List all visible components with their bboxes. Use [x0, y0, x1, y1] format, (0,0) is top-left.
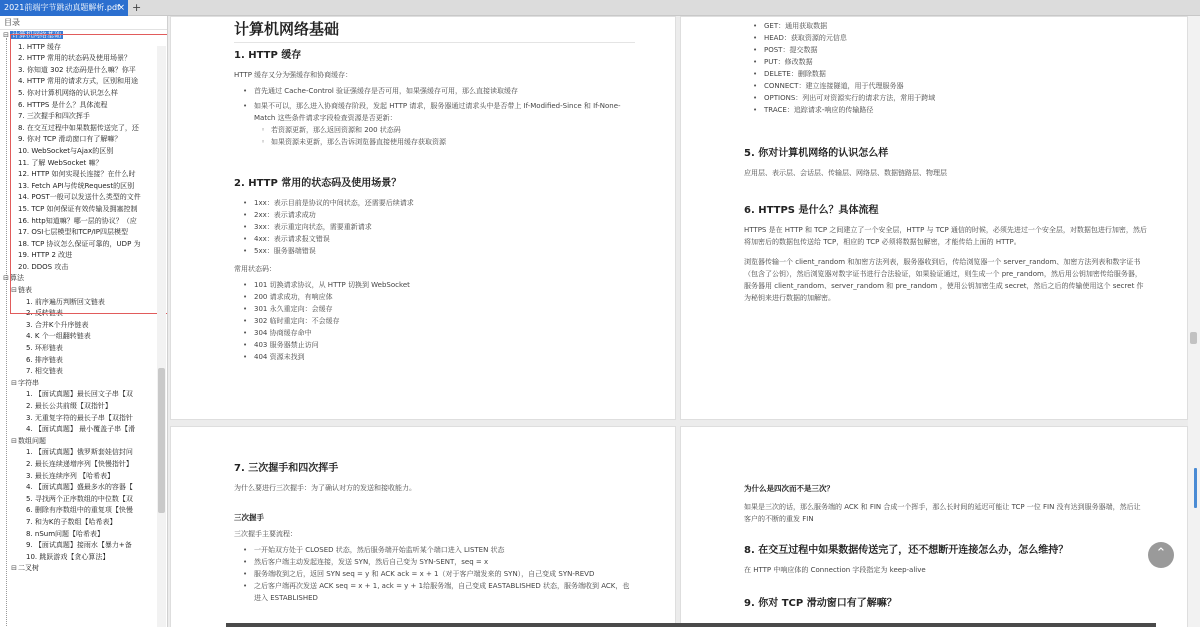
toc-item[interactable]: [0, 331, 167, 343]
list-item: • 1xx：表示目前是协议的中间状态，还需要后续请求: [234, 197, 635, 209]
toc-item-label: 2. 最长连续递增序列【快慢指针】: [26, 459, 133, 468]
list-item: • 服务端收到之后，返回 SYN seq = y 和 ACK ack = x + 1（对于客户端发来的 SYN），自己变成 SYN-REVD: [234, 568, 635, 580]
collapse-toggle-icon[interactable]: ⊟: [11, 436, 17, 445]
section-heading: 6. HTTPS 是什么？具体流程: [744, 205, 879, 216]
toc-item[interactable]: [0, 366, 167, 378]
toc-item[interactable]: [0, 482, 167, 494]
toc-item[interactable]: [0, 181, 167, 193]
toc-item-label: 16. http知道嘛？哪一层的协议？（应: [18, 216, 137, 225]
toc-item[interactable]: [0, 285, 167, 297]
toc-item-label: 11. 了解 WebSocket 嘛？: [18, 158, 103, 167]
toc-item-label: 6. 删除有序数组中的重复项【快慢: [26, 506, 133, 515]
pdf-page: [680, 16, 1188, 420]
document-scrollbar[interactable]: [1188, 16, 1200, 627]
toc-item[interactable]: [0, 88, 167, 100]
toc-item[interactable]: [0, 42, 167, 54]
toc-item-label: 4. K 个一组翻转链表: [26, 332, 91, 341]
toc-item[interactable]: [0, 471, 167, 483]
chevron-up-icon: ⌃: [1155, 546, 1167, 561]
list-item: • GET：通用获取数据: [744, 20, 1147, 32]
list-item: • POST：提交数据: [744, 44, 1147, 56]
toc-item[interactable]: [0, 262, 167, 274]
toc-item-label: 10. WebSocket与Ajax的区别: [18, 146, 114, 155]
toc-item[interactable]: [0, 250, 167, 262]
toc-sidebar: [0, 16, 168, 627]
list-item: • 3xx：表示重定向状态，需要重新请求: [234, 221, 635, 233]
paragraph: 如果是三次的话，那么服务端的 ACK 和 FIN 合成一个挥手，那么长时间的延迟可能让 TCP 一位 FIN 没有达到服务器端，然后让客户的不断的重发 FIN: [744, 503, 1141, 523]
list-item: • 4xx：表示请求报文错误: [234, 233, 635, 245]
list-item: • 之后客户端再次发送 ACK seq = x + 1, ack = y + 1给服务端，自己变成 EASTABLISHED 状态，服务端收到 ACK，也进入 ESTABLISHED: [234, 580, 635, 604]
toc-item[interactable]: [0, 65, 167, 77]
toc-item[interactable]: [0, 563, 167, 575]
toc-item[interactable]: [0, 30, 167, 42]
toc-item-label: 1. 【面试真题】俄罗斯套娃信封问: [26, 448, 133, 457]
new-tab-icon[interactable]: +: [132, 1, 142, 14]
list-item: • 首先通过 Cache-Control 验证强缓存是否可用，如果强缓存可用，那么直接读取缓存: [234, 85, 635, 97]
toc-item[interactable]: [0, 227, 167, 239]
toc-item[interactable]: [0, 494, 167, 506]
toc-item-label: 5. 你对计算机网络的认识怎么样: [18, 88, 118, 97]
paragraph: HTTP 缓存又分为强缓存和协商缓存：: [234, 71, 353, 79]
paragraph: 常用状态码：: [234, 265, 276, 273]
toc-item[interactable]: [0, 540, 167, 552]
list-item: • 101 切换请求协议，从 HTTP 切换到 WebSocket: [234, 279, 635, 291]
section-heading: 2. HTTP 常用的状态码及使用场景？: [234, 178, 402, 189]
section-heading: 9. 你对 TCP 滑动窗口有了解嘛？: [744, 598, 897, 609]
collapse-toggle-icon[interactable]: ⊟: [3, 31, 9, 39]
collapse-toggle-icon[interactable]: ⊟: [11, 378, 17, 387]
toc-item-label: 计算机网络基础: [12, 31, 61, 39]
toc-item[interactable]: [0, 436, 167, 448]
document-tab-title: 2021前端字节跳动真题解析.pdf: [4, 3, 120, 12]
list-item: ◦ 若资源更新，那么返回资源和 200 状态码: [234, 124, 635, 136]
toc-item-label: 12. HTTP 如何实现长连接？在什么时: [18, 170, 136, 179]
section-heading: 5. 你对计算机网络的认识怎么样: [744, 148, 889, 159]
toc-item[interactable]: [0, 552, 167, 564]
toc-item[interactable]: [0, 378, 167, 390]
toc-item[interactable]: [0, 100, 167, 112]
scroll-position-marker: [1194, 468, 1197, 508]
sidebar-scrollbar[interactable]: [157, 46, 166, 627]
toc-item-label: 15. TCP 如何保证有效传输及拥塞控制: [18, 204, 138, 213]
toc-item-label: 1. 前序遍历判断回文链表: [26, 297, 105, 306]
toc-item-label: 8. nSum问题【哈希表】: [26, 529, 105, 538]
toc-item-label: 9. 【面试真题】接雨水【暴力+备: [26, 541, 132, 550]
toc-item[interactable]: [0, 76, 167, 88]
toc-item[interactable]: [0, 505, 167, 517]
collapse-toggle-icon[interactable]: ⊟: [11, 564, 17, 573]
bullet-list: [744, 20, 1147, 116]
toc-item-label: 5. 寻找两个正序数组的中位数【双: [26, 494, 133, 503]
list-item: • HEAD：获取资源的元信息: [744, 32, 1147, 44]
document-tab[interactable]: [0, 0, 128, 16]
list-item: • CONNECT：建立连接隧道，用于代理服务器: [744, 80, 1147, 92]
toc-item[interactable]: [0, 389, 167, 401]
toc-item-label: 数组问题: [18, 436, 46, 445]
toc-item-label: 二叉树: [18, 564, 39, 573]
toc-item-label: 13. Fetch API与传统Request的区别: [18, 181, 135, 190]
toc-item-label: 4. 【面试真题】 最小覆盖子串【滑: [26, 425, 136, 434]
bullet-list: [234, 85, 635, 124]
paragraph: 应用层、表示层、会话层、传输层、网络层、数据链路层、物理层: [744, 169, 947, 177]
toc-item-label: 6. 排序链表: [26, 355, 63, 364]
tab-bar: [0, 0, 1200, 16]
toc-item-label: 1. HTTP 缓存: [18, 42, 62, 51]
bullet-list: [234, 197, 635, 257]
toc-item[interactable]: [0, 111, 167, 123]
toc-item-label: 19. HTTP 2 改进: [18, 251, 73, 260]
toc-title: 目录: [0, 16, 167, 30]
list-item: • OPTIONS：列出可对资源实行的请求方法，常用于跨域: [744, 92, 1147, 104]
toc-item-label: 6. HTTPS 是什么？具体流程: [18, 100, 108, 109]
toc-item[interactable]: [0, 343, 167, 355]
list-item: • 2xx：表示请求成功: [234, 209, 635, 221]
toc-item[interactable]: [0, 53, 167, 65]
close-icon[interactable]: ×: [117, 3, 125, 13]
toc-item-label: 8. 在交互过程中如果数据传送完了，还: [18, 123, 139, 132]
list-item: • 如果不可以，那么进入协商缓存阶段，发起 HTTP 请求，服务器通过请求头中是否带上 If-Modified-Since 和 If-None-Match 这些条件请求字段检查资源是否更新：: [234, 100, 635, 124]
toc-item[interactable]: [0, 239, 167, 251]
pdf-page: [680, 426, 1188, 627]
paragraph: HTTPS 是在 HTTP 和 TCP 之间建立了一个安全层，HTTP 与 TCP 通信的时候，必须先进过一个安全层，对数据包进行加密，然后将加密后的数据包传送给 TCP，相应的 TCP 必须将数据包解密，才能传给上面的 HTTP。: [744, 226, 1147, 246]
toc-item[interactable]: [0, 355, 167, 367]
toc-item-label: 1. 【面试真题】最长回文子串【双: [26, 390, 133, 399]
toc-item-label: 7. 相交链表: [26, 367, 63, 376]
document-scrollbar-thumb[interactable]: [1190, 332, 1197, 344]
sub-heading: 为什么是四次而不是三次？: [744, 484, 834, 493]
toc-item-label: 2. 反转链表: [26, 309, 63, 318]
list-item: • 200 请求成功，有响应体: [234, 291, 635, 303]
toc-item-label: 7. 和为K的子数组【哈希表】: [26, 517, 117, 526]
section-heading: 8. 在交互过程中如果数据传送完了，还不想断开连接怎么办，怎么维持？: [744, 545, 1069, 556]
toc-item-label: 9. 你对 TCP 滑动窗口有了解嘛？: [18, 135, 122, 144]
list-item: • 5xx：服务器端错误: [234, 245, 635, 257]
paragraph: 为什么要进行三次握手：为了确认对方的发送和接收能力。: [234, 484, 416, 492]
list-item: • 一开始双方处于 CLOSED 状态，然后服务端开始监听某个端口进入 LISTEN 状态: [234, 544, 635, 556]
toc-item-label: 14. POST一般可以发送什么类型的文件: [18, 193, 141, 202]
list-item: • 304 协商缓存命中: [234, 327, 635, 339]
document-viewer: [168, 16, 1188, 627]
list-item: ◦ 如果资源未更新，那么告诉浏览器直接使用缓存获取资源: [234, 136, 635, 148]
toc-item[interactable]: [0, 216, 167, 228]
page-title: 计算机网络基础: [234, 20, 340, 38]
toc-item-label: 3. 你知道 302 状态码是什么嘛？你平: [18, 65, 136, 74]
toc-item[interactable]: [0, 401, 167, 413]
toc-item-label: 5. 环形链表: [26, 344, 63, 353]
toc-item[interactable]: [0, 424, 167, 436]
toc-item[interactable]: [0, 192, 167, 204]
list-item: • 404 资源未找到: [234, 351, 635, 363]
toc-item[interactable]: [0, 204, 167, 216]
toc-item[interactable]: [0, 146, 167, 158]
toc-item[interactable]: [0, 459, 167, 471]
list-item: • PUT：修改数据: [744, 56, 1147, 68]
list-item: • 然后客户端主动发起连接，发送 SYN，然后自己变为 SYN-SENT，seq = x: [234, 556, 635, 568]
toc-list: [0, 30, 167, 575]
toc-item[interactable]: [0, 123, 167, 135]
toc-item-label: 4. 【面试真题】盛最多水的容器【: [26, 483, 133, 492]
bullet-list: [234, 544, 635, 604]
toc-item[interactable]: [0, 134, 167, 146]
toc-item[interactable]: [0, 529, 167, 541]
toc-item[interactable]: [0, 169, 167, 181]
toc-item-label: 10. 跳跃游戏【贪心算法】: [26, 552, 110, 561]
toc-item[interactable]: [0, 308, 167, 320]
toc-item[interactable]: [0, 297, 167, 309]
section-heading: 1. HTTP 缓存: [234, 50, 302, 61]
toc-item[interactable]: [0, 413, 167, 425]
toc-item-label: 3. 合并K个升序链表: [26, 320, 89, 329]
toc-item-label: 7. 三次握手和四次挥手: [18, 112, 90, 121]
toc-item-label: 4. HTTP 常用的请求方式，区别和用途: [18, 77, 139, 86]
toc-item-label: 2. 最长公共前缀【双指针】: [26, 402, 112, 410]
toc-item-label: 18. TCP 协议怎么保证可靠的，UDP 为: [18, 239, 141, 248]
sub-heading: 三次握手: [234, 513, 264, 522]
toc-item-label: 2. HTTP 常用的状态码及使用场景？: [18, 54, 132, 63]
toc-item[interactable]: [0, 447, 167, 459]
toc-item-label: 算法: [10, 274, 24, 283]
toc-item-label: 20. DDOS 攻击: [18, 262, 69, 271]
toc-item[interactable]: [0, 517, 167, 529]
sub-bullet-list: [234, 124, 635, 148]
list-item: • 302 临时重定向：不会缓存: [234, 315, 635, 327]
bullet-list: [234, 279, 635, 363]
collapse-toggle-icon[interactable]: ⊟: [11, 286, 17, 295]
horizontal-scrollbar[interactable]: [226, 623, 1156, 627]
sidebar-scrollbar-thumb[interactable]: [158, 368, 165, 513]
paragraph: 三次握手主要流程：: [234, 530, 297, 538]
toc-item-label: 链表: [18, 286, 32, 295]
pdf-page: [170, 426, 676, 627]
list-item: • DELETE：删除数据: [744, 68, 1147, 80]
toc-item-label: 3. 最长连续序列 【哈希表】: [26, 471, 115, 480]
divider: [234, 42, 635, 43]
list-item: • 301 永久重定向：会缓存: [234, 303, 635, 315]
pdf-page: [170, 16, 676, 420]
toc-item[interactable]: [0, 158, 167, 170]
toc-item[interactable]: [0, 273, 167, 285]
list-item: • 403 服务器禁止访问: [234, 339, 635, 351]
collapse-toggle-icon[interactable]: ⊟: [3, 274, 9, 283]
scroll-to-top-button[interactable]: [1148, 542, 1174, 568]
toc-item-label: 17. OSI七层模型和TCP/IP四层模型: [18, 228, 128, 237]
section-heading: 7. 三次握手和四次挥手: [234, 463, 339, 474]
paragraph: 浏览器传输一个 client_random 和加密方法列表，服务器收到后，传给浏览器一个 server_random、加密方法列表和数字证书（包含了公钥），然后浏览器对数字证书进行合法验证，如果验证通过，则生成一个 pre_random，然后用公钥加密传给服务器，服务器用 client_random、server_random 和 pre_random ，使用公钥加密生成 secret，然后之后的传输使用这个 secret 作为秘钥来进行数据的加解密。: [744, 258, 1144, 302]
toc-item-label: 字符串: [18, 378, 39, 387]
list-item: • TRACE：追踪请求-响应的传输路径: [744, 104, 1147, 116]
toc-item[interactable]: [0, 320, 167, 332]
toc-item-label: 3. 无重复字符的最长子串【双指针: [26, 413, 133, 422]
paragraph: 在 HTTP 中响应体的 Connection 字段指定为 keep-alive: [744, 566, 926, 574]
